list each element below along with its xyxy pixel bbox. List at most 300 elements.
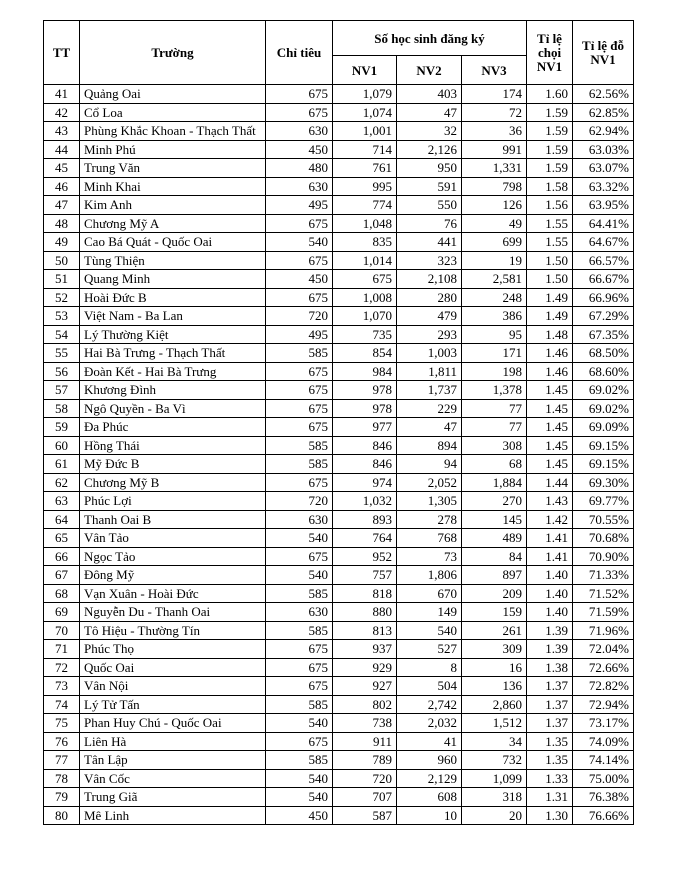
cell-school-name: Vạn Xuân - Hoài Đức bbox=[80, 584, 266, 603]
cell-choice-ratio: 1.58 bbox=[527, 177, 573, 196]
cell-tt: 62 bbox=[44, 473, 80, 492]
cell-nv3: 72 bbox=[462, 103, 527, 122]
header-nv2: NV2 bbox=[397, 56, 462, 85]
cell-pass-rate: 66.96% bbox=[573, 288, 634, 307]
cell-pass-rate: 75.00% bbox=[573, 769, 634, 788]
cell-nv1: 1,079 bbox=[333, 85, 397, 104]
cell-nv2: 1,737 bbox=[397, 381, 462, 400]
cell-pass-rate: 63.07% bbox=[573, 159, 634, 178]
cell-pass-rate: 64.67% bbox=[573, 233, 634, 252]
cell-nv1: 1,014 bbox=[333, 251, 397, 270]
cell-pass-rate: 71.33% bbox=[573, 566, 634, 585]
cell-tt: 52 bbox=[44, 288, 80, 307]
cell-quota: 585 bbox=[266, 621, 333, 640]
cell-nv1: 1,048 bbox=[333, 214, 397, 233]
table-row bbox=[44, 695, 634, 714]
cell-pass-rate: 76.38% bbox=[573, 788, 634, 807]
cell-pass-rate: 72.94% bbox=[573, 695, 634, 714]
cell-nv2: 2,052 bbox=[397, 473, 462, 492]
cell-nv3: 77 bbox=[462, 399, 527, 418]
cell-nv1: 802 bbox=[333, 695, 397, 714]
cell-nv2: 479 bbox=[397, 307, 462, 326]
cell-school-name: Phúc Thọ bbox=[80, 640, 266, 659]
header-tt: TT bbox=[44, 21, 80, 85]
cell-quota: 675 bbox=[266, 214, 333, 233]
cell-pass-rate: 69.02% bbox=[573, 381, 634, 400]
table-row bbox=[44, 381, 634, 400]
cell-nv2: 47 bbox=[397, 103, 462, 122]
cell-pass-rate: 62.94% bbox=[573, 122, 634, 141]
cell-choice-ratio: 1.46 bbox=[527, 362, 573, 381]
cell-nv2: 403 bbox=[397, 85, 462, 104]
cell-pass-rate: 76.66% bbox=[573, 806, 634, 825]
cell-school-name: Việt Nam - Ba Lan bbox=[80, 307, 266, 326]
cell-choice-ratio: 1.48 bbox=[527, 325, 573, 344]
table-row bbox=[44, 177, 634, 196]
cell-nv2: 1,806 bbox=[397, 566, 462, 585]
table-row bbox=[44, 510, 634, 529]
cell-choice-ratio: 1.33 bbox=[527, 769, 573, 788]
cell-quota: 675 bbox=[266, 418, 333, 437]
cell-pass-rate: 68.50% bbox=[573, 344, 634, 363]
cell-nv1: 714 bbox=[333, 140, 397, 159]
cell-nv3: 897 bbox=[462, 566, 527, 585]
cell-school-name: Phùng Khắc Khoan - Thạch Thất bbox=[80, 122, 266, 141]
cell-nv3: 248 bbox=[462, 288, 527, 307]
cell-nv2: 540 bbox=[397, 621, 462, 640]
cell-school-name: Vân Nội bbox=[80, 677, 266, 696]
cell-nv2: 768 bbox=[397, 529, 462, 548]
cell-nv1: 1,008 bbox=[333, 288, 397, 307]
cell-pass-rate: 72.04% bbox=[573, 640, 634, 659]
cell-tt: 46 bbox=[44, 177, 80, 196]
cell-pass-rate: 69.77% bbox=[573, 492, 634, 511]
cell-nv3: 1,884 bbox=[462, 473, 527, 492]
cell-tt: 78 bbox=[44, 769, 80, 788]
cell-choice-ratio: 1.50 bbox=[527, 251, 573, 270]
table-row bbox=[44, 85, 634, 104]
cell-choice-ratio: 1.35 bbox=[527, 732, 573, 751]
cell-nv2: 2,126 bbox=[397, 140, 462, 159]
cell-choice-ratio: 1.46 bbox=[527, 344, 573, 363]
cell-nv2: 47 bbox=[397, 418, 462, 437]
cell-quota: 675 bbox=[266, 251, 333, 270]
cell-nv3: 209 bbox=[462, 584, 527, 603]
cell-nv2: 280 bbox=[397, 288, 462, 307]
cell-tt: 57 bbox=[44, 381, 80, 400]
cell-school-name: Tân Lập bbox=[80, 751, 266, 770]
cell-school-name: Minh Khai bbox=[80, 177, 266, 196]
admission-table bbox=[43, 20, 634, 825]
header-quota: Chỉ tiêu bbox=[266, 21, 333, 85]
cell-choice-ratio: 1.40 bbox=[527, 566, 573, 585]
cell-nv3: 386 bbox=[462, 307, 527, 326]
cell-school-name: Phúc Lợi bbox=[80, 492, 266, 511]
cell-school-name: Lý Tử Tấn bbox=[80, 695, 266, 714]
cell-quota: 675 bbox=[266, 381, 333, 400]
cell-nv2: 1,811 bbox=[397, 362, 462, 381]
header-nv3: NV3 bbox=[462, 56, 527, 85]
cell-choice-ratio: 1.45 bbox=[527, 455, 573, 474]
table-row bbox=[44, 399, 634, 418]
cell-pass-rate: 70.68% bbox=[573, 529, 634, 548]
cell-nv1: 846 bbox=[333, 436, 397, 455]
cell-nv2: 1,003 bbox=[397, 344, 462, 363]
cell-school-name: Nguyễn Du - Thanh Oai bbox=[80, 603, 266, 622]
cell-nv1: 1,001 bbox=[333, 122, 397, 141]
cell-tt: 77 bbox=[44, 751, 80, 770]
cell-quota: 540 bbox=[266, 529, 333, 548]
cell-quota: 540 bbox=[266, 233, 333, 252]
cell-nv1: 757 bbox=[333, 566, 397, 585]
table-row bbox=[44, 122, 634, 141]
cell-nv1: 761 bbox=[333, 159, 397, 178]
cell-choice-ratio: 1.37 bbox=[527, 695, 573, 714]
cell-nv3: 309 bbox=[462, 640, 527, 659]
table-row bbox=[44, 621, 634, 640]
table-row bbox=[44, 788, 634, 807]
cell-nv1: 835 bbox=[333, 233, 397, 252]
cell-quota: 495 bbox=[266, 196, 333, 215]
cell-school-name: Cao Bá Quát - Quốc Oai bbox=[80, 233, 266, 252]
cell-choice-ratio: 1.59 bbox=[527, 122, 573, 141]
cell-nv2: 2,032 bbox=[397, 714, 462, 733]
cell-tt: 66 bbox=[44, 547, 80, 566]
cell-nv1: 846 bbox=[333, 455, 397, 474]
cell-nv2: 2,742 bbox=[397, 695, 462, 714]
cell-tt: 59 bbox=[44, 418, 80, 437]
cell-quota: 540 bbox=[266, 788, 333, 807]
cell-nv3: 1,099 bbox=[462, 769, 527, 788]
cell-tt: 51 bbox=[44, 270, 80, 289]
cell-nv3: 1,378 bbox=[462, 381, 527, 400]
cell-nv1: 978 bbox=[333, 381, 397, 400]
cell-quota: 720 bbox=[266, 492, 333, 511]
cell-school-name: Vân Tảo bbox=[80, 529, 266, 548]
cell-school-name: Đoàn Kết - Hai Bà Trưng bbox=[80, 362, 266, 381]
table-row bbox=[44, 751, 634, 770]
cell-nv3: 36 bbox=[462, 122, 527, 141]
cell-choice-ratio: 1.45 bbox=[527, 418, 573, 437]
cell-tt: 60 bbox=[44, 436, 80, 455]
cell-tt: 71 bbox=[44, 640, 80, 659]
cell-school-name: Hồng Thái bbox=[80, 436, 266, 455]
table-body bbox=[44, 85, 634, 825]
cell-nv1: 978 bbox=[333, 399, 397, 418]
cell-quota: 630 bbox=[266, 177, 333, 196]
cell-tt: 65 bbox=[44, 529, 80, 548]
cell-nv1: 929 bbox=[333, 658, 397, 677]
cell-pass-rate: 67.35% bbox=[573, 325, 634, 344]
cell-tt: 58 bbox=[44, 399, 80, 418]
table-row bbox=[44, 492, 634, 511]
cell-choice-ratio: 1.50 bbox=[527, 270, 573, 289]
cell-choice-ratio: 1.45 bbox=[527, 436, 573, 455]
cell-nv3: 49 bbox=[462, 214, 527, 233]
cell-quota: 585 bbox=[266, 751, 333, 770]
cell-pass-rate: 63.03% bbox=[573, 140, 634, 159]
cell-choice-ratio: 1.55 bbox=[527, 214, 573, 233]
cell-choice-ratio: 1.45 bbox=[527, 381, 573, 400]
cell-nv3: 798 bbox=[462, 177, 527, 196]
table-row bbox=[44, 196, 634, 215]
table-row bbox=[44, 103, 634, 122]
cell-nv1: 764 bbox=[333, 529, 397, 548]
table-row bbox=[44, 140, 634, 159]
cell-choice-ratio: 1.39 bbox=[527, 640, 573, 659]
table-row bbox=[44, 603, 634, 622]
cell-quota: 675 bbox=[266, 399, 333, 418]
cell-quota: 675 bbox=[266, 547, 333, 566]
table-row bbox=[44, 418, 634, 437]
cell-school-name: Vân Cốc bbox=[80, 769, 266, 788]
cell-nv2: 32 bbox=[397, 122, 462, 141]
cell-tt: 49 bbox=[44, 233, 80, 252]
table-row bbox=[44, 307, 634, 326]
cell-nv3: 34 bbox=[462, 732, 527, 751]
cell-quota: 540 bbox=[266, 769, 333, 788]
cell-quota: 675 bbox=[266, 732, 333, 751]
cell-nv1: 937 bbox=[333, 640, 397, 659]
cell-nv3: 77 bbox=[462, 418, 527, 437]
cell-school-name: Đa Phúc bbox=[80, 418, 266, 437]
cell-nv1: 738 bbox=[333, 714, 397, 733]
cell-school-name: Cổ Loa bbox=[80, 103, 266, 122]
cell-nv3: 84 bbox=[462, 547, 527, 566]
cell-nv3: 145 bbox=[462, 510, 527, 529]
cell-pass-rate: 74.09% bbox=[573, 732, 634, 751]
table-row bbox=[44, 159, 634, 178]
table-row bbox=[44, 288, 634, 307]
cell-quota: 540 bbox=[266, 714, 333, 733]
cell-tt: 47 bbox=[44, 196, 80, 215]
cell-pass-rate: 71.59% bbox=[573, 603, 634, 622]
cell-quota: 450 bbox=[266, 270, 333, 289]
cell-nv3: 489 bbox=[462, 529, 527, 548]
cell-quota: 675 bbox=[266, 473, 333, 492]
cell-choice-ratio: 1.49 bbox=[527, 288, 573, 307]
table-row bbox=[44, 732, 634, 751]
cell-nv3: 198 bbox=[462, 362, 527, 381]
cell-tt: 56 bbox=[44, 362, 80, 381]
cell-choice-ratio: 1.41 bbox=[527, 547, 573, 566]
cell-nv1: 995 bbox=[333, 177, 397, 196]
cell-tt: 44 bbox=[44, 140, 80, 159]
cell-nv1: 1,074 bbox=[333, 103, 397, 122]
cell-nv2: 149 bbox=[397, 603, 462, 622]
cell-tt: 45 bbox=[44, 159, 80, 178]
cell-pass-rate: 68.60% bbox=[573, 362, 634, 381]
cell-nv2: 894 bbox=[397, 436, 462, 455]
cell-nv3: 318 bbox=[462, 788, 527, 807]
table-row bbox=[44, 658, 634, 677]
cell-school-name: Hoài Đức B bbox=[80, 288, 266, 307]
cell-nv1: 735 bbox=[333, 325, 397, 344]
cell-nv2: 1,305 bbox=[397, 492, 462, 511]
cell-tt: 41 bbox=[44, 85, 80, 104]
cell-school-name: Trung Giã bbox=[80, 788, 266, 807]
cell-tt: 64 bbox=[44, 510, 80, 529]
cell-nv2: 2,129 bbox=[397, 769, 462, 788]
cell-nv1: 1,032 bbox=[333, 492, 397, 511]
cell-school-name: Trung Văn bbox=[80, 159, 266, 178]
cell-tt: 79 bbox=[44, 788, 80, 807]
cell-choice-ratio: 1.40 bbox=[527, 603, 573, 622]
cell-quota: 585 bbox=[266, 436, 333, 455]
cell-pass-rate: 74.14% bbox=[573, 751, 634, 770]
cell-quota: 540 bbox=[266, 566, 333, 585]
cell-nv2: 608 bbox=[397, 788, 462, 807]
cell-school-name: Lý Thường Kiệt bbox=[80, 325, 266, 344]
cell-quota: 450 bbox=[266, 140, 333, 159]
cell-choice-ratio: 1.59 bbox=[527, 159, 573, 178]
cell-nv3: 136 bbox=[462, 677, 527, 696]
cell-nv1: 789 bbox=[333, 751, 397, 770]
cell-nv1: 952 bbox=[333, 547, 397, 566]
cell-quota: 495 bbox=[266, 325, 333, 344]
cell-choice-ratio: 1.44 bbox=[527, 473, 573, 492]
cell-nv2: 527 bbox=[397, 640, 462, 659]
header-choice-ratio: Tỉ lệ chọi NV1 bbox=[527, 21, 573, 85]
cell-tt: 42 bbox=[44, 103, 80, 122]
cell-quota: 585 bbox=[266, 344, 333, 363]
cell-nv3: 2,581 bbox=[462, 270, 527, 289]
cell-nv1: 880 bbox=[333, 603, 397, 622]
cell-quota: 585 bbox=[266, 695, 333, 714]
cell-choice-ratio: 1.55 bbox=[527, 233, 573, 252]
cell-quota: 480 bbox=[266, 159, 333, 178]
cell-nv2: 591 bbox=[397, 177, 462, 196]
cell-pass-rate: 63.32% bbox=[573, 177, 634, 196]
cell-choice-ratio: 1.45 bbox=[527, 399, 573, 418]
header-nv1: NV1 bbox=[333, 56, 397, 85]
cell-tt: 70 bbox=[44, 621, 80, 640]
cell-pass-rate: 71.96% bbox=[573, 621, 634, 640]
cell-tt: 50 bbox=[44, 251, 80, 270]
cell-tt: 67 bbox=[44, 566, 80, 585]
cell-pass-rate: 69.30% bbox=[573, 473, 634, 492]
cell-tt: 54 bbox=[44, 325, 80, 344]
cell-nv3: 1,331 bbox=[462, 159, 527, 178]
table-header bbox=[44, 21, 634, 85]
cell-nv2: 10 bbox=[397, 806, 462, 825]
cell-nv3: 699 bbox=[462, 233, 527, 252]
cell-school-name: Minh Phú bbox=[80, 140, 266, 159]
table-row bbox=[44, 584, 634, 603]
cell-nv2: 550 bbox=[397, 196, 462, 215]
table-row bbox=[44, 806, 634, 825]
cell-school-name: Khương Đình bbox=[80, 381, 266, 400]
cell-pass-rate: 72.82% bbox=[573, 677, 634, 696]
cell-choice-ratio: 1.59 bbox=[527, 140, 573, 159]
table-row bbox=[44, 344, 634, 363]
cell-pass-rate: 67.29% bbox=[573, 307, 634, 326]
table-row bbox=[44, 566, 634, 585]
table-row bbox=[44, 529, 634, 548]
cell-choice-ratio: 1.37 bbox=[527, 677, 573, 696]
cell-school-name: Hai Bà Trưng - Thạch Thất bbox=[80, 344, 266, 363]
table-row bbox=[44, 640, 634, 659]
cell-quota: 630 bbox=[266, 603, 333, 622]
cell-pass-rate: 66.67% bbox=[573, 270, 634, 289]
cell-quota: 675 bbox=[266, 658, 333, 677]
cell-pass-rate: 62.85% bbox=[573, 103, 634, 122]
cell-tt: 76 bbox=[44, 732, 80, 751]
cell-nv2: 2,108 bbox=[397, 270, 462, 289]
cell-tt: 48 bbox=[44, 214, 80, 233]
cell-nv3: 19 bbox=[462, 251, 527, 270]
cell-nv2: 960 bbox=[397, 751, 462, 770]
table-row bbox=[44, 251, 634, 270]
cell-choice-ratio: 1.59 bbox=[527, 103, 573, 122]
cell-school-name: Ngọc Tảo bbox=[80, 547, 266, 566]
cell-quota: 675 bbox=[266, 85, 333, 104]
cell-nv3: 126 bbox=[462, 196, 527, 215]
cell-nv1: 974 bbox=[333, 473, 397, 492]
table-row bbox=[44, 473, 634, 492]
cell-nv1: 813 bbox=[333, 621, 397, 640]
cell-choice-ratio: 1.39 bbox=[527, 621, 573, 640]
cell-nv2: 94 bbox=[397, 455, 462, 474]
cell-nv2: 504 bbox=[397, 677, 462, 696]
cell-nv3: 174 bbox=[462, 85, 527, 104]
cell-school-name: Tùng Thiện bbox=[80, 251, 266, 270]
cell-nv3: 308 bbox=[462, 436, 527, 455]
cell-pass-rate: 73.17% bbox=[573, 714, 634, 733]
table-row bbox=[44, 325, 634, 344]
table-row bbox=[44, 233, 634, 252]
cell-nv2: 670 bbox=[397, 584, 462, 603]
cell-quota: 675 bbox=[266, 677, 333, 696]
cell-nv1: 1,070 bbox=[333, 307, 397, 326]
cell-nv3: 261 bbox=[462, 621, 527, 640]
cell-tt: 55 bbox=[44, 344, 80, 363]
cell-nv3: 68 bbox=[462, 455, 527, 474]
cell-nv3: 171 bbox=[462, 344, 527, 363]
cell-pass-rate: 70.55% bbox=[573, 510, 634, 529]
cell-tt: 61 bbox=[44, 455, 80, 474]
cell-tt: 74 bbox=[44, 695, 80, 714]
cell-choice-ratio: 1.41 bbox=[527, 529, 573, 548]
cell-nv3: 991 bbox=[462, 140, 527, 159]
cell-school-name: Chương Mỹ B bbox=[80, 473, 266, 492]
cell-pass-rate: 69.02% bbox=[573, 399, 634, 418]
cell-choice-ratio: 1.35 bbox=[527, 751, 573, 770]
cell-quota: 630 bbox=[266, 510, 333, 529]
table-row bbox=[44, 455, 634, 474]
cell-nv2: 278 bbox=[397, 510, 462, 529]
cell-nv1: 977 bbox=[333, 418, 397, 437]
cell-nv2: 73 bbox=[397, 547, 462, 566]
cell-nv1: 984 bbox=[333, 362, 397, 381]
header-pass-rate: Tỉ lệ đỗ NV1 bbox=[573, 21, 634, 85]
cell-pass-rate: 66.57% bbox=[573, 251, 634, 270]
cell-nv1: 774 bbox=[333, 196, 397, 215]
table-row bbox=[44, 362, 634, 381]
cell-quota: 675 bbox=[266, 288, 333, 307]
table-row bbox=[44, 547, 634, 566]
cell-nv2: 41 bbox=[397, 732, 462, 751]
cell-nv1: 707 bbox=[333, 788, 397, 807]
cell-pass-rate: 69.15% bbox=[573, 455, 634, 474]
cell-nv3: 16 bbox=[462, 658, 527, 677]
cell-quota: 675 bbox=[266, 103, 333, 122]
cell-school-name: Mê Linh bbox=[80, 806, 266, 825]
cell-school-name: Quảng Oai bbox=[80, 85, 266, 104]
cell-pass-rate: 63.95% bbox=[573, 196, 634, 215]
cell-nv3: 159 bbox=[462, 603, 527, 622]
cell-nv1: 893 bbox=[333, 510, 397, 529]
